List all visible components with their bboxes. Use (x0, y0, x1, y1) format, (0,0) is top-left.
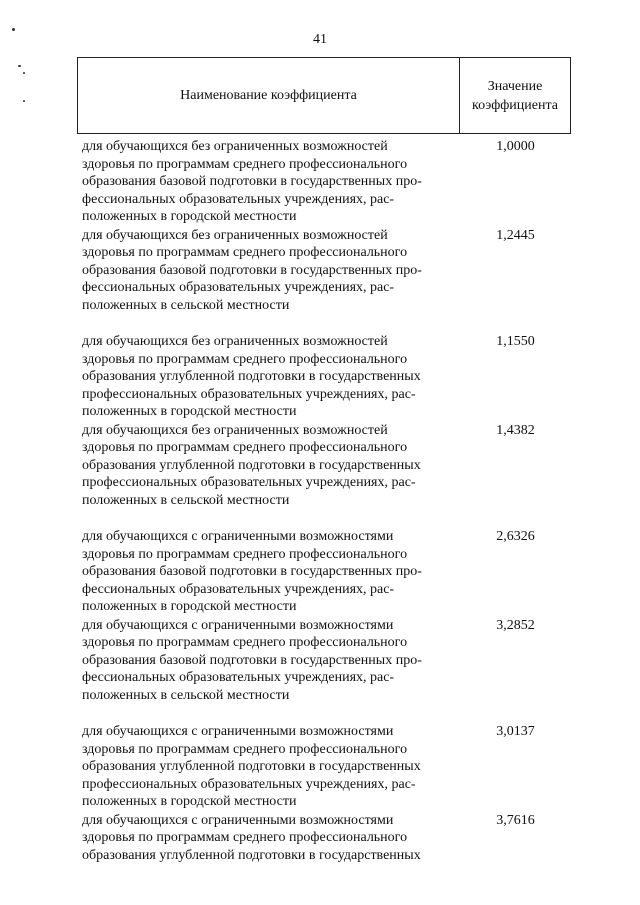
coefficient-name: для обучающихся без ограниченных возможностей здоровья по программам среднего профессионального образования базовой подготовки в государственных про- фессиональных образовательных учреждениях, рас- положенных в городской местности (82, 139, 422, 224)
table-row (82, 333, 572, 421)
table-row (82, 227, 572, 315)
table-row (82, 422, 572, 510)
coefficient-name: для обучающихся без ограниченных возможностей здоровья по программам среднего профессионального образования углубленной подготовки в государственных профессиональных образовательных учреждениях, рас- положенных в сельской местности (82, 422, 421, 508)
coefficient-name: для обучающихся с ограниченными возможностями здоровья по программам среднего профессионального образования базовой подготовки в государственных про- фессиональных образовательных учреждениях, рас- положенных в сельской местности (82, 617, 422, 703)
page-number: 41 (313, 32, 327, 47)
scan-speck (23, 100, 25, 102)
coefficient-value: 3,7616 (496, 812, 535, 828)
table-header (77, 57, 571, 134)
coefficient-value: 1,1550 (496, 334, 535, 349)
coefficient-name: для обучающихся с ограниченными возможностями здоровья по программам среднего профессионального образования базовой подготовки в государственных про- фессиональных образовательных учреждениях, рас- положенных в городской местности (82, 529, 422, 614)
column-header-value-line1: Значение (487, 78, 543, 94)
table-row (82, 138, 572, 226)
coefficient-value: 3,2852 (496, 617, 535, 633)
coefficient-value: 2,6326 (496, 529, 535, 544)
scan-speck (18, 65, 21, 67)
coefficient-value: 1,0000 (496, 139, 535, 154)
scan-speck (12, 28, 15, 31)
coefficient-value: 1,4382 (496, 422, 535, 438)
coefficient-name: для обучающихся с ограниченными возможностями здоровья по программам среднего профессионального образования углубленной подготовки в государственных (82, 812, 421, 863)
column-header-name: Наименование коэффициента (180, 87, 357, 103)
coefficient-name: для обучающихся без ограниченных возможностей здоровья по программам среднего профессионального образования углубленной подготовки в государственных профессиональных образовательных учреждениях, рас- положенных в городской местности (82, 334, 421, 419)
coefficient-table-body (82, 138, 572, 864)
table-row (82, 812, 572, 865)
coefficient-name: для обучающихся с ограниченными возможностями здоровья по программам среднего профессионального образования углубленной подготовки в государственных профессиональных образовательных учреждениях, рас- положенных в городской местности (82, 724, 421, 809)
coefficient-name: для обучающихся без ограниченных возможностей здоровья по программам среднего профессионального образования базовой подготовки в государственных про- фессиональных образовательных учреждениях, рас- положенных в сельской местности (82, 227, 422, 313)
coefficient-value: 3,0137 (496, 724, 535, 739)
column-header-value (460, 58, 570, 133)
coefficient-value: 1,2445 (496, 227, 535, 243)
table-row (82, 617, 572, 705)
scan-speck (23, 72, 25, 74)
table-row (82, 723, 572, 811)
column-header-value-line2: коэффициента (472, 97, 558, 113)
table-row (82, 528, 572, 616)
